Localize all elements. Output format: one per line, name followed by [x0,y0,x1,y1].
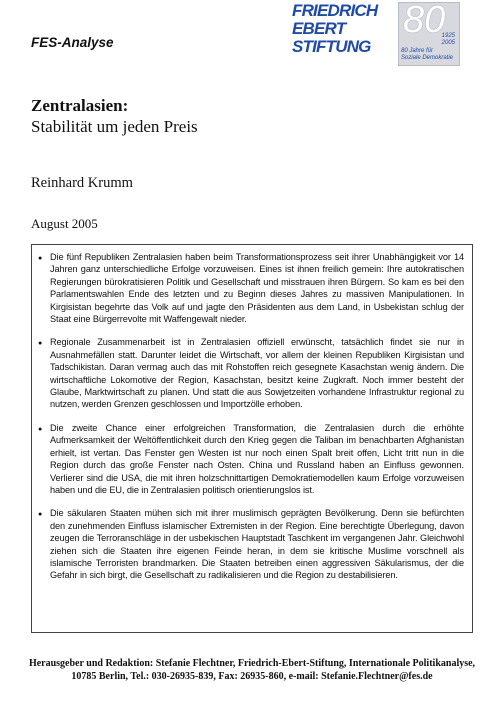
series-label: FES-Analyse [31,35,114,50]
bullet-icon: ● [38,254,43,262]
logo-line-3: STIFTUNG [292,37,371,56]
summary-item-text: Die zweite Chance einer erfolgreichen Transformation, die Zentralasien durch die erhöhte Aufmerksamkeit der Weltöffentlichkeit durch den Krieg gegen die Taliban im benachbarten Afghanistan erhielt, ist vertan. Das Fenster gen Westen ist nur noch einen Spalt breit offen, Licht tritt nun in die Region durch das große Fenster nach Osten. China und Russland haben an Einfluss gewonnen. Verlierer sind die USA, die mit ihren holzschnittartigen Demokratiemodellen kaum Erfolge vorzuweisen haben und die EU, die in Zentralasien politisch orientierungslos ist. [50,422,464,495]
anniversary-years: 1925 2005 [441,33,455,46]
document-title: Zentralasien: [31,96,129,115]
bullet-icon: ● [38,339,43,348]
bullet-icon: ● [38,510,43,519]
footer-line-1: Herausgeber und Redaktion: Stefanie Flechtner, Friedrich-Ebert-Stiftung, Internationale Politikanalyse, [28,658,476,669]
document-subtitle: Stabilität um jeden Preis [31,117,198,136]
anniversary-caption-line-2: Soziale Demokratie [401,55,454,61]
summary-item-text: Die fünf Republiken Zentralasien haben beim Transformationsprozess seit ihrer Unabhängigkeit vor 14 Jahren ganz unterschiedliche Erfolge vorzuweisen. Eines ist ihnen freilich gemein: Ihre autokratischen Regierungen bürokratisieren Politik und Gesellschaft und misstrauen ihren Bürgern. So kam es bei den Parlamentswahlen Ende des letzten und zu Beginn dieses Jahres zu massiven Manipulationen. In Kirgisistan begehrte das Volk auf und jagte den Präsidenten aus dem Land, in Usbekistan schlug der Staat eine Bürgerrevolte mit Waffengewalt nieder. [50,252,464,325]
summary-item-text: Regionale Zusammenarbeit ist in Zentralasien offiziell erwünscht, tatsächlich findet sie nur in Ausnahmefällen statt. Darunter leidet die Wirtschaft, vor allem der kleinen Republiken Kirgisistan und Tadschikistan. Daran vermag auch das mit Rohstoffen reich gesegnete Kasachstan wenig ändern. Die wirtschaftliche Lokomotive der Region, Kasachstan, besitzt keine Zugkraft. Noch immer besteht der Glaube, Marktwirtschaft zu planen. Und statt die aus Sowjetzeiten vorhandene Infrastruktur regional zu nutzen, werden Grenzen geschlossen und Importzölle erhoben. [50,337,464,410]
logo-wordmark [292,2,396,56]
bullet-icon: ● [38,424,43,433]
summary-box [31,244,473,633]
logo-line-1: FRIEDRICH [292,1,378,20]
anniversary-caption-line-1: 80 Jahre für [401,48,434,54]
fes-logo [292,2,460,66]
publication-date: August 2005 [31,216,98,231]
anniversary-badge [398,2,460,66]
logo-line-2: EBERT [292,19,346,38]
anniversary-caption [401,48,453,62]
summary-item [38,336,464,410]
summary-item [38,507,464,581]
anniversary-number: 80 [403,0,446,41]
footer-line-2: 10785 Berlin, Tel.: 030-26935-839, Fax: 26935-860, e-mail: Stefanie.Flechtner@fes.de [71,670,433,682]
publisher-footer [0,658,504,683]
summary-item-text: Die säkularen Staaten mühen sich mit ihrer muslimisch geprägten Bevölkerung. Denn sie befürchten den zunehmenden Einfluss islamischer Extremisten in der Region. Eine berechtigte Überlegung, davon zeugen die Terroranschläge in der usbekischen Hauptstadt Taschkent im vergangenen Jahr. Gleichwohl ziehen sich die Staaten ihre eigenen Feinde heran, in dem sie kritische Muslime vorschnell als islamische Terroristen brandmarken. Die Staaten betreiben einen aggressiven Säkularismus, der die Gefahr in sich birgt, die Gesellschaft zu radikalisieren und die Region zu destabilisieren. [50,508,464,581]
author-name: Reinhard Krumm [31,175,133,191]
summary-item [38,422,464,496]
summary-item [38,251,464,325]
